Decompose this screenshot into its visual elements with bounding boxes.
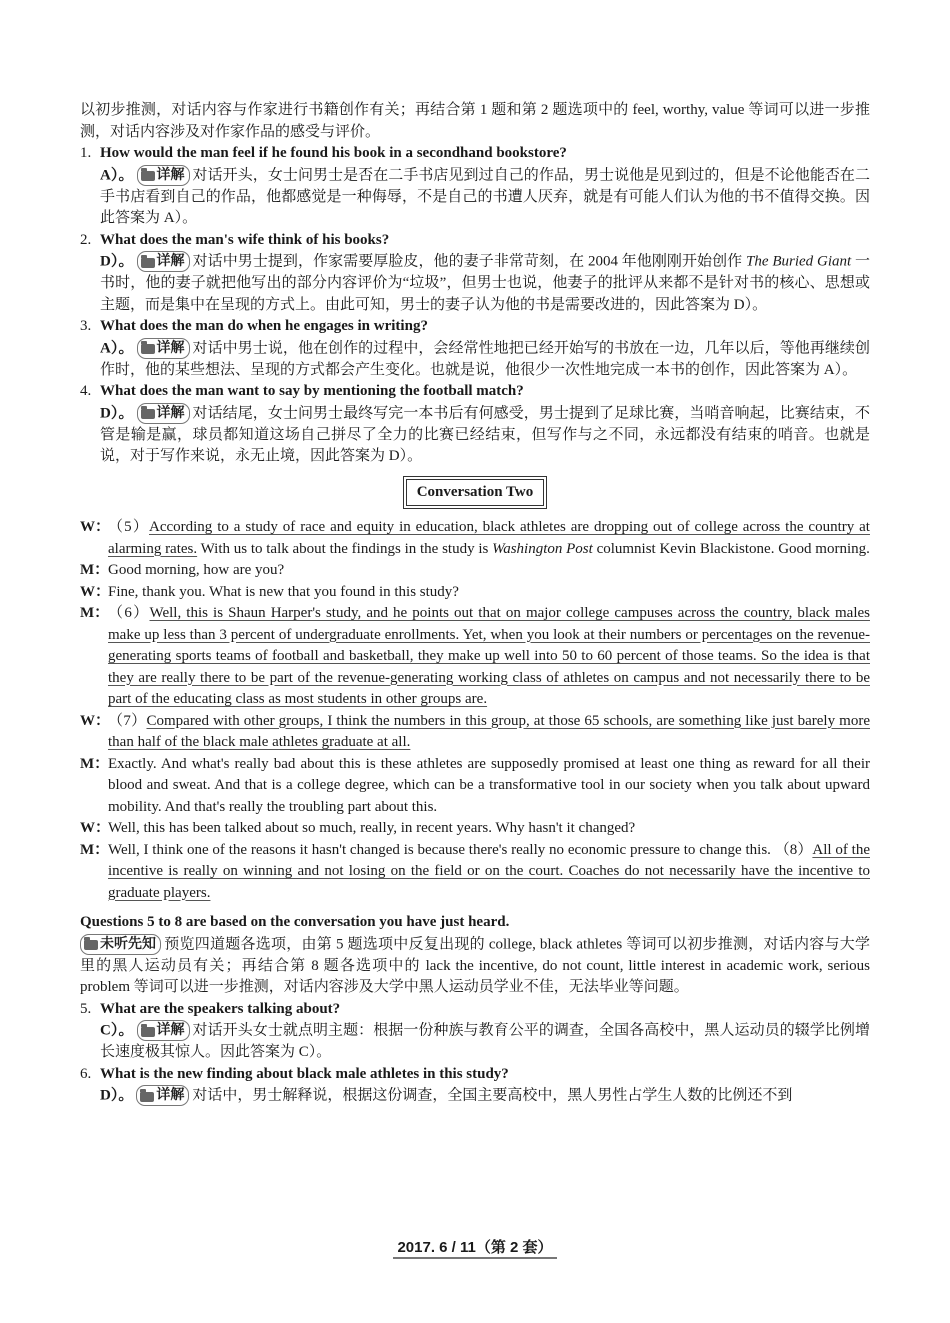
footer-date-page: 2017. 6 / 11（第 2 套） <box>393 1239 556 1259</box>
explanation-text-cont: 一书时，他的妻子就把他写出的部分内容评价为“垃圾”，但男士也说，他妻子的批评从来都不是针对书的核心、思想或主题，而是集中在呈现的方式上。由此可知，男士的妻子认为他的书是需要改进的，因此答案为 D）。 <box>100 253 870 313</box>
transcript-text: Well, I think one of the reasons it hasn't changed is because there's really no economic pressure to change this. <box>108 841 775 858</box>
folder-icon <box>141 344 155 354</box>
answer-6 <box>80 1085 870 1107</box>
question-text: What does the man want to say by mentioning the football match? <box>100 383 524 399</box>
transcript-line <box>80 818 870 840</box>
transcript-line <box>80 582 870 604</box>
speaker-label: M： <box>80 755 110 772</box>
question-4 <box>80 381 870 403</box>
conversation-title-box <box>80 476 870 510</box>
transcript-text: Good morning, how are you? <box>108 562 285 578</box>
transcript-line <box>80 711 870 754</box>
speaker-label: W： <box>80 712 111 729</box>
answer-letter: A）。 <box>100 167 134 183</box>
key-sentence: Compared with other groups, I think the numbers in this group, at those 65 schools, are something like just barely more than half of the black male athletes graduate at all. <box>108 712 870 750</box>
question-number: 5. <box>80 1000 92 1017</box>
question-5 <box>80 999 870 1021</box>
explanation-badge <box>137 1020 190 1041</box>
speaker-label: M： <box>80 562 110 578</box>
transcript-line <box>80 517 870 560</box>
transcript-text-cont: columnist Kevin Blackistone. Good morning. <box>592 540 870 557</box>
transcript-text: Fine, thank you. What is new that you found in this study? <box>108 583 459 600</box>
question-number: 1. <box>80 145 92 161</box>
answer-2 <box>80 251 870 316</box>
question-marker: （7） <box>108 712 147 729</box>
badge-label: 详解 <box>156 253 185 269</box>
answer-letter: D）。 <box>100 253 134 270</box>
key-sentence: All of the incentive is really on winning and not losing on the field or on the court. Coaches do not necessarily have the incentive to graduate players. <box>108 841 870 901</box>
explanation-text: 对话中男士说，他在创作的过程中，会经常性地把已经开始写的书放在一边，几年以后，等他再继续创作时，他的某些想法、呈现的方式都会产生变化。也就是说，他很少一次性地完成一本书的创作，因此答案为 A）。 <box>100 340 870 378</box>
preview-paragraph <box>80 934 870 999</box>
question-marker: （5） <box>108 519 149 535</box>
transcript-text: With us to talk about the findings in the study is <box>197 540 493 557</box>
badge-label: 详解 <box>156 404 185 421</box>
conversation-title: Conversation Two <box>406 479 545 507</box>
explanation-badge <box>137 251 190 272</box>
explanation-badge <box>136 1085 189 1106</box>
speaker-label: W： <box>80 820 111 836</box>
question-marker: （8） <box>774 841 813 858</box>
question-text: How would the man feel if he found his book in a secondhand bookstore? <box>100 145 567 161</box>
page-footer <box>0 1236 950 1257</box>
question-text: What does the man do when he engages in writing? <box>100 318 428 334</box>
speaker-label: W： <box>80 519 111 535</box>
explanation-text: 对话开头，女士问男士是否在二手书店见到过自己的作品，男士说他是见到过的，但是不论他能否在二手书店看到自己的作品，他都感觉是一种侮辱，不是自己的书遭人厌弃，就是有可能人们认为他的书不值得交换。因此答案为 A）。 <box>100 167 870 226</box>
question-1 <box>80 143 870 165</box>
answer-5 <box>80 1020 870 1064</box>
badge-label: 详解 <box>156 339 185 356</box>
explanation-text: 对话中，男士解释说，根据这份调查，全国主要高校中，黑人男性占学生人数的比例还不到 <box>192 1087 793 1104</box>
question-number: 2. <box>80 231 92 248</box>
answer-letter: C）。 <box>100 1022 134 1039</box>
folder-icon <box>141 1027 155 1037</box>
explanation-text: 对话结尾，女士问男士最终写完一本书后有何感受，男士提到了足球比赛，当哨音响起，比赛结束，不管是输是赢，球员都知道这场自己拼尽了全力的比赛已经结束，但写作与之不同，永远都没有结束的哨音。也就是说，对于写作来说，永无止境，因此答案为 D）。 <box>100 405 870 464</box>
transcript-text: Well, this has been talked about so much, really, in recent years. Why hasn't it changed? <box>108 820 636 836</box>
badge-label: 详解 <box>156 166 185 183</box>
transcript-line <box>80 560 870 582</box>
explanation-badge <box>137 338 190 359</box>
section-heading: Questions 5 to 8 are based on the conversation you have just heard. <box>80 914 510 930</box>
question-marker: （6） <box>108 605 150 621</box>
explanation-text: 对话开头女士就点明主题：根据一份种族与教育公平的调查，全国各高校中，黑人运动员的辍学比例增长速度极其惊人。因此答案为 C）。 <box>100 1022 870 1060</box>
folder-icon <box>84 940 98 950</box>
answer-letter: D）。 <box>100 405 134 421</box>
badge-label: 详解 <box>156 1022 185 1038</box>
question-number: 3. <box>80 318 92 334</box>
folder-icon <box>140 1092 154 1102</box>
answer-letter: D）。 <box>100 1087 134 1104</box>
question-number: 4. <box>80 383 92 399</box>
publication-name: Washington Post <box>492 540 593 557</box>
document-page <box>80 100 870 1107</box>
badge-label: 详解 <box>156 1087 185 1103</box>
badge-label: 未听先知 <box>100 935 156 952</box>
transcript-line <box>80 603 870 711</box>
folder-icon <box>141 171 155 181</box>
folder-icon <box>141 258 155 268</box>
speaker-label: W： <box>80 583 111 600</box>
question-text: What are the speakers talking about? <box>100 1000 341 1017</box>
question-3 <box>80 316 870 338</box>
intro-paragraph: 以初步推测，对话内容与作家进行书籍创作有关；再结合第 1 题和第 2 题选项中的 feel, worthy, value 等词可以进一步推测，对话内容涉及对作家作品的感受与评价。 <box>80 102 870 140</box>
question-text: What is the new finding about black male athletes in this study? <box>100 1065 509 1082</box>
question-text: What does the man's wife think of his books? <box>100 231 390 248</box>
key-sentence: According to a study of race and equity in education, black athletes are dropping out of college across the country at alarming rates. <box>108 519 870 557</box>
key-sentence: Well, this is Shaun Harper's study, and he points out that on major college campuses across the country, black males make up less than 3 percent of undergraduate enrollments. Yet, when you look at their numbers or percentages on the revenue-generating sports teams of football and basketball, they make up well into 50 to 60 percent of those teams. So the idea is that they are really there to be part of the revenue-generating working class of athletes on campus and not necessarily there to be part of the educating class as most students in other groups are. <box>108 605 870 707</box>
answer-1 <box>80 165 870 230</box>
book-title: The Buried Giant <box>746 253 852 270</box>
explanation-badge <box>137 403 190 424</box>
speaker-label: M： <box>80 841 110 858</box>
speaker-label: M： <box>80 605 110 621</box>
transcript-line <box>80 754 870 819</box>
preview-text: 预览四道题各选项，由第 5 题选项中反复出现的 college, black athletes 等词可以初步推测，对话内容与大学里的黑人运动员有关；再结合第 8 题各选项中的 lack the incentive, do not count, little interest in academic work, serious problem 等词可以进一步推测，对话内容涉及大学中黑人运动员学业不佳，无法毕业等问题。 <box>80 936 870 995</box>
answer-4 <box>80 403 870 468</box>
transcript-line <box>80 840 870 905</box>
question-6 <box>80 1064 870 1086</box>
transcript-text: Exactly. And what's really bad about this is these athletes are supposedly promised at least one thing as reward for all their blood and sweat. And that is a college degree, which can be a transformative tool in our society when you talk about upward mobility. And that's really the troubling part about this. <box>108 755 870 815</box>
question-2 <box>80 230 870 252</box>
question-number: 6. <box>80 1065 92 1082</box>
preview-badge <box>80 934 161 955</box>
answer-letter: A）。 <box>100 340 134 356</box>
explanation-text: 对话中男士提到，作家需要厚脸皮，他的妻子非常苛刻，在 2004 年他刚刚开始创作 <box>192 253 747 270</box>
explanation-badge <box>137 165 190 186</box>
folder-icon <box>141 409 155 419</box>
answer-3 <box>80 338 870 382</box>
